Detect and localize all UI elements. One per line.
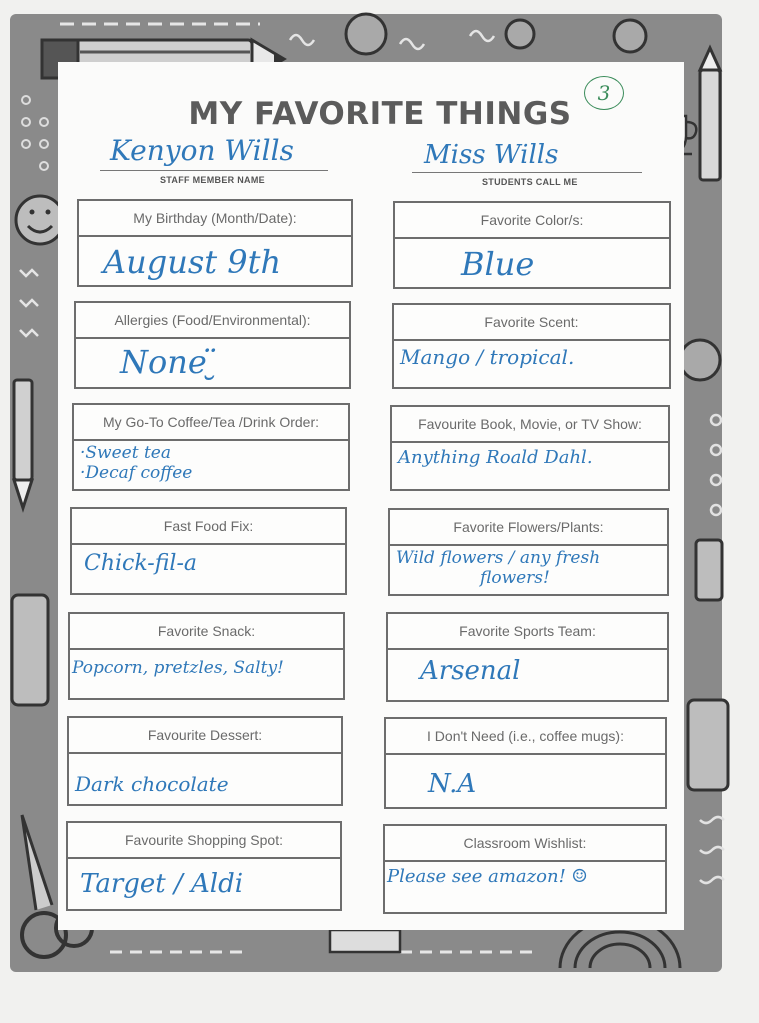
staff-name-underline — [100, 170, 328, 171]
sports-box — [386, 612, 669, 702]
book-label: Favourite Book, Movie, or TV Show: — [392, 407, 668, 443]
book-answer[interactable]: Anything Roald Dahl. — [398, 447, 593, 468]
call-me-underline — [412, 172, 642, 173]
scent-box — [392, 303, 671, 389]
shopping-answer[interactable]: Target / Aldi — [80, 869, 244, 899]
sports-answer[interactable]: Arsenal — [420, 656, 521, 686]
flowers-answer[interactable]: Wild flowers / any fresh flowers! — [396, 548, 601, 589]
drink-answer[interactable]: ·Sweet tea ·Decaf coffee — [80, 443, 193, 484]
shopping-box — [66, 821, 342, 911]
staff-name-value[interactable]: Kenyon Wills — [110, 134, 294, 167]
dessert-answer[interactable]: Dark chocolate — [75, 772, 229, 796]
dessert-box — [67, 716, 343, 806]
staff-name-caption: STAFF MEMBER NAME — [160, 175, 265, 185]
color-answer[interactable]: Blue — [461, 245, 535, 283]
birthday-box — [77, 199, 353, 287]
smiley-icon — [16, 196, 64, 244]
book-box — [390, 405, 670, 491]
page-number-circle: 3 — [584, 76, 624, 110]
fastfood-answer[interactable]: Chick-fil-a — [84, 551, 197, 576]
allergies-box — [74, 301, 351, 389]
scent-answer[interactable]: Mango / tropical. — [400, 345, 575, 369]
dessert-label: Favourite Dessert: — [69, 718, 341, 754]
scent-label: Favorite Scent: — [394, 305, 669, 341]
pencil-icon — [14, 380, 32, 508]
drink-label: My Go-To Coffee/Tea /Drink Order: — [74, 405, 348, 441]
fastfood-box — [70, 507, 347, 595]
flowers-box — [388, 508, 669, 596]
dontneed-answer[interactable]: N.A — [428, 769, 477, 799]
dontneed-label: I Don't Need (i.e., coffee mugs): — [386, 719, 665, 755]
fastfood-label: Fast Food Fix: — [72, 509, 345, 545]
pencil-icon — [700, 48, 720, 180]
wishlist-label: Classroom Wishlist: — [385, 826, 665, 862]
page-title: MY FAVORITE THINGS — [188, 96, 572, 132]
dontneed-box — [384, 717, 667, 809]
wishlist-box — [383, 824, 667, 914]
shopping-label: Favourite Shopping Spot: — [68, 823, 340, 859]
wishlist-answer[interactable]: Please see amazon! ☺ — [387, 866, 588, 887]
birthday-answer[interactable]: August 9th — [103, 243, 282, 281]
snack-label: Favorite Snack: — [70, 614, 343, 650]
sports-label: Favorite Sports Team: — [388, 614, 667, 650]
allergies-answer[interactable]: None ̮̈ — [120, 343, 217, 381]
call-me-value[interactable]: Miss Wills — [424, 140, 559, 170]
snack-box — [68, 612, 345, 700]
birthday-label: My Birthday (Month/Date): — [79, 201, 351, 237]
flowers-label: Favorite Flowers/Plants: — [390, 510, 667, 546]
call-me-caption: STUDENTS CALL ME — [482, 177, 578, 187]
color-box — [393, 201, 671, 289]
snack-answer[interactable]: Popcorn, pretzles, Salty! — [72, 658, 284, 678]
drink-box — [72, 403, 350, 491]
allergies-label: Allergies (Food/Environmental): — [76, 303, 349, 339]
color-label: Favorite Color/s: — [395, 203, 669, 239]
